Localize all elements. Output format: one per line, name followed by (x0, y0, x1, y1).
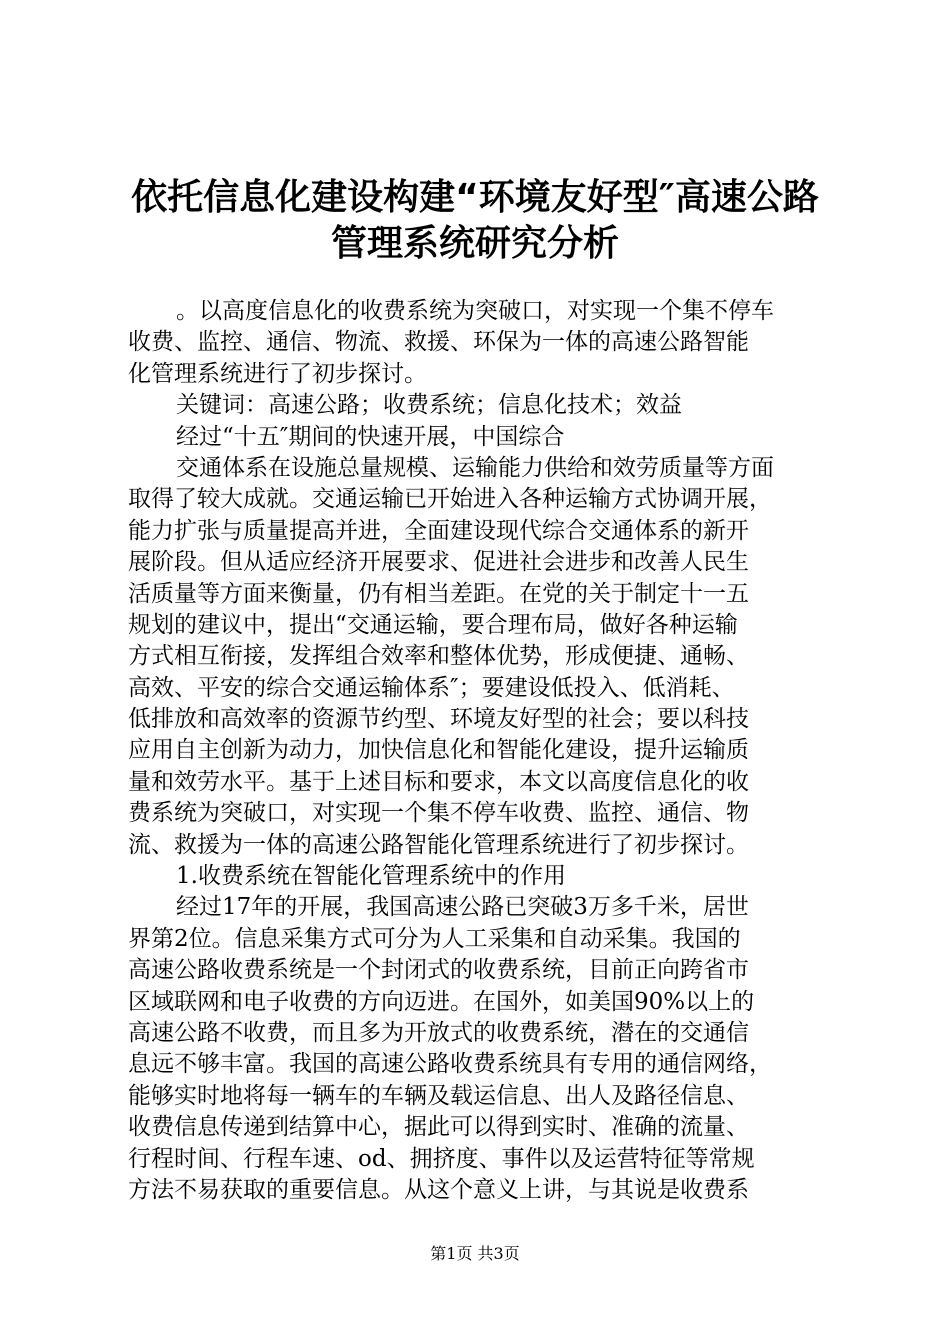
body-line: 经过17年的开展，我国高速公路已突破3万多千米，居世 (176, 894, 749, 921)
body-line: 交通体系在设施总量规模、运输能力供给和效劳质量等方面 (176, 454, 774, 481)
body-line: 经过“十五″期间的快速开展，中国综合 (176, 423, 565, 450)
body-line: 活质量等方面来衡量，仍有相当差距。在党的关于制定十一五 (128, 580, 749, 607)
body-line: 取得了较大成就。交通运输已开始进入各种运输方式协调开展， (128, 486, 772, 513)
body-line: 高速公路不收费，而且多为开放式的收费系统，潜在的交通信 (128, 1019, 749, 1046)
body-line: 量和效劳水平。基于上述目标和要求，本文以高度信息化的收 (128, 768, 749, 795)
body-line: 高速公路收费系统是一个封闭式的收费系统，目前正向跨省市 (128, 957, 749, 984)
body-line: 方法不易获取的重要信息。从这个意义上讲，与其说是收费系 (128, 1176, 749, 1203)
body-line: 低排放和高效率的资源节约型、环境友好型的社会；要以科技 (128, 706, 749, 733)
document-body (128, 296, 832, 1206)
body-line: 收费、监控、通信、物流、救援、环保为一体的高速公路智能 (128, 329, 749, 356)
body-line: 方式相互衔接，发挥组合效率和整体优势，形成便捷、通畅、 (128, 643, 749, 670)
body-line: 息远不够丰富。我国的高速公路收费系统具有专用的通信网络， (128, 1051, 772, 1078)
section-heading: 1.收费系统在智能化管理系统中的作用 (176, 863, 566, 890)
document-title-line-2: 管理系统研究分析 (330, 223, 619, 264)
body-line: 收费信息传递到结算中心，据此可以得到实时、准确的流量、 (128, 1114, 749, 1141)
body-line: 高效、平安的综合交通运输体系″；要建设低投入、低消耗、 (128, 674, 735, 701)
body-line: 能够实时地将每一辆车的车辆及载运信息、出人及路径信息、 (128, 1082, 749, 1109)
body-line: 区域联网和电子收费的方向迈进。在国外，如美国90%以上的 (128, 988, 755, 1015)
body-line: 应用自主创新为动力，加快信息化和智能化建设，提升运输质 (128, 737, 749, 764)
body-line: 流、救援为一体的高速公路智能化管理系统进行了初步探讨。 (128, 831, 749, 858)
body-line: 界第2位。信息采集方式可分为人工采集和自动采集。我国的 (128, 925, 741, 952)
body-line: 展阶段。但从适应经济开展要求、促进社会进步和改善人民生 (128, 549, 749, 576)
body-line: 化管理系统进行了初步探讨。 (128, 360, 427, 387)
body-line: 行程时间、行程车速、od、拥挤度、事件以及运营特征等常规 (128, 1145, 755, 1172)
keywords-line: 关键词：高速公路；收费系统；信息化技术；效益 (176, 392, 682, 419)
body-line: 费系统为突破口，对实现一个集不停车收费、监控、通信、物 (128, 800, 749, 827)
document-title-line-1: 依托信息化建设构建“环境友好型″高速公路 (131, 177, 819, 218)
body-line: 能力扩张与质量提高并进，全面建设现代综合交通体系的新开 (128, 517, 749, 544)
page-footer: 第1页 共3页 (430, 1244, 520, 1263)
body-line: 。以高度信息化的收费系统为突破口，对实现一个集不停车 (176, 298, 774, 324)
body-line: 规划的建议中，提出“交通运输，要合理布局，做好各种运输 (128, 611, 738, 638)
